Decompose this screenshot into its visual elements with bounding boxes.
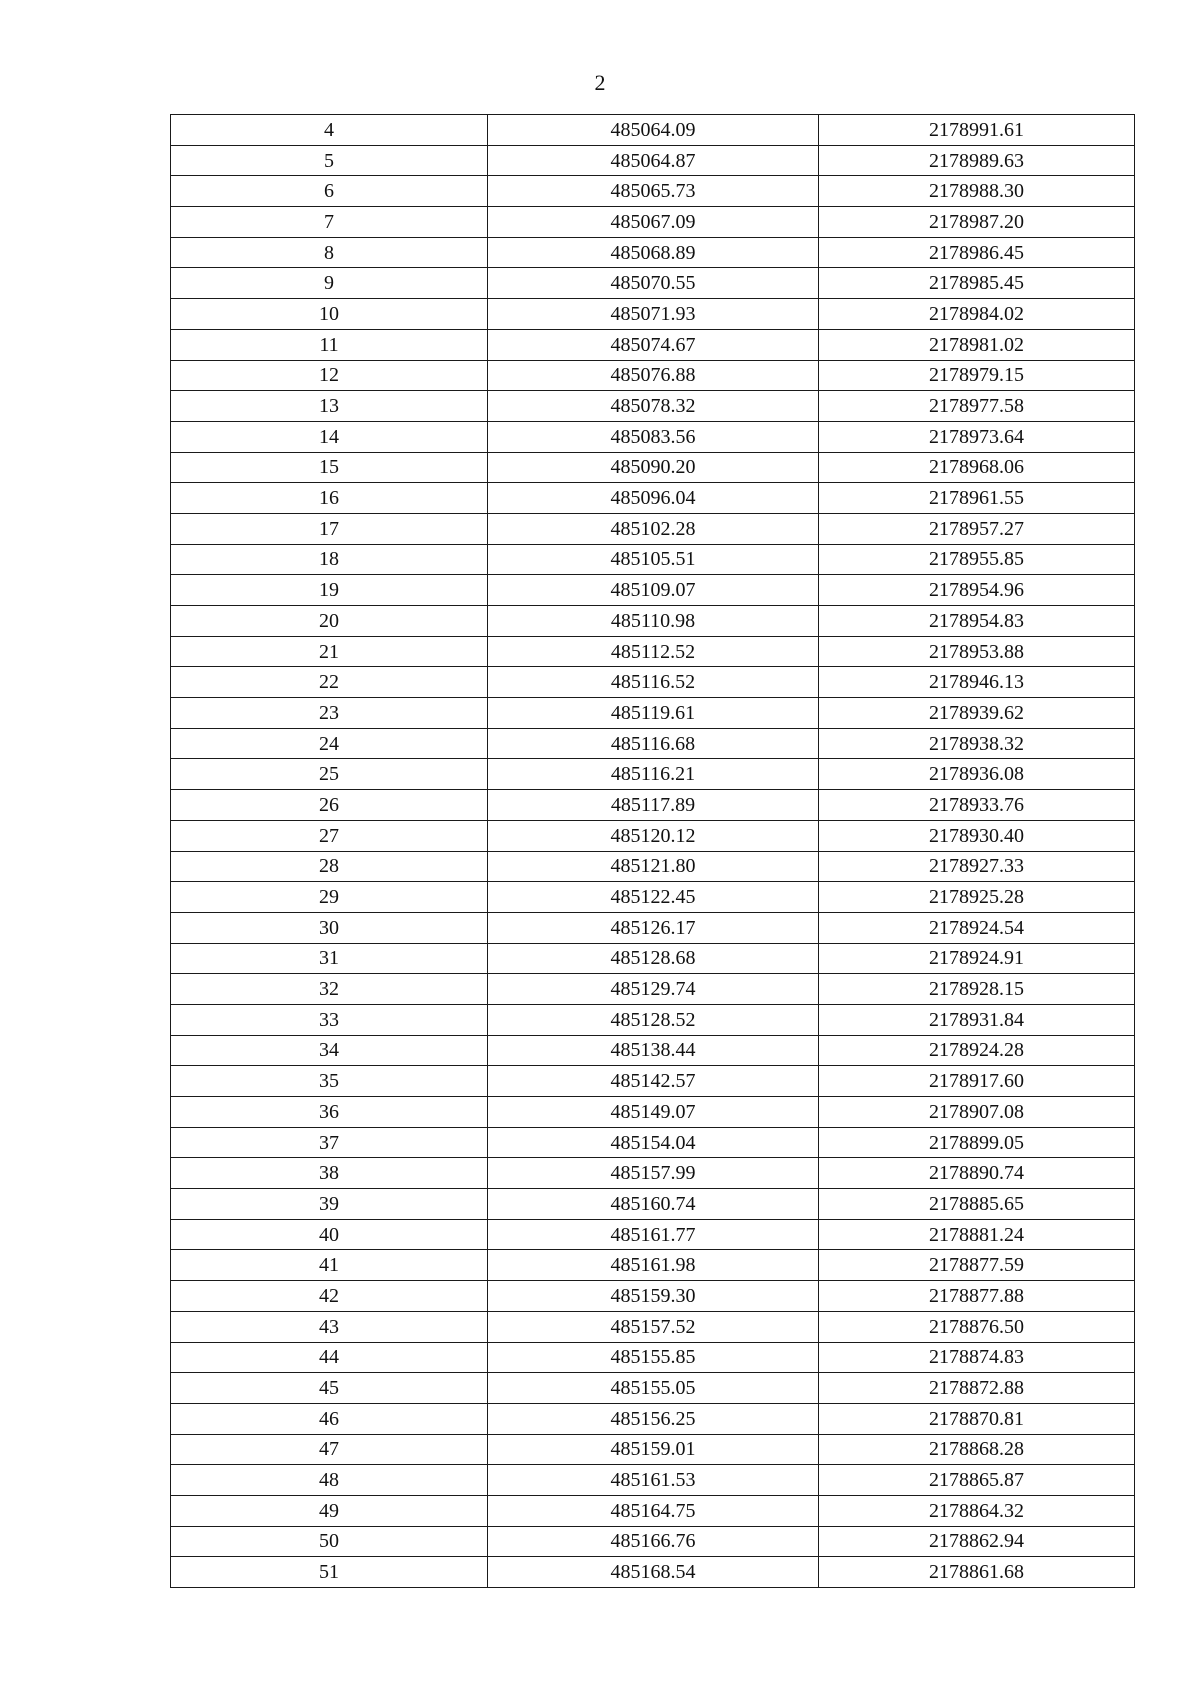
y-coordinate-cell: 2178988.30	[819, 176, 1135, 207]
table-row	[171, 912, 1135, 943]
y-coordinate-cell: 2178885.65	[819, 1189, 1135, 1220]
point-number-cell: 24	[171, 728, 488, 759]
x-coordinate-cell: 485149.07	[488, 1097, 819, 1128]
x-coordinate-cell: 485064.09	[488, 115, 819, 146]
y-coordinate-cell: 2178899.05	[819, 1127, 1135, 1158]
x-coordinate-cell: 485142.57	[488, 1066, 819, 1097]
y-coordinate-cell: 2178981.02	[819, 329, 1135, 360]
x-coordinate-cell: 485109.07	[488, 575, 819, 606]
x-coordinate-cell: 485116.52	[488, 667, 819, 698]
y-coordinate-cell: 2178954.96	[819, 575, 1135, 606]
x-coordinate-cell: 485083.56	[488, 421, 819, 452]
table-row	[171, 1557, 1135, 1588]
point-number-cell: 11	[171, 329, 488, 360]
point-number-cell: 12	[171, 360, 488, 391]
y-coordinate-cell: 2178924.54	[819, 912, 1135, 943]
x-coordinate-cell: 485156.25	[488, 1403, 819, 1434]
point-number-cell: 36	[171, 1097, 488, 1128]
coordinates-table	[170, 114, 1135, 1588]
table-row	[171, 360, 1135, 391]
point-number-cell: 22	[171, 667, 488, 698]
table-row	[171, 1250, 1135, 1281]
point-number-cell: 31	[171, 943, 488, 974]
point-number-cell: 33	[171, 1004, 488, 1035]
point-number-cell: 14	[171, 421, 488, 452]
x-coordinate-cell: 485096.04	[488, 483, 819, 514]
y-coordinate-cell: 2178924.28	[819, 1035, 1135, 1066]
y-coordinate-cell: 2178877.59	[819, 1250, 1135, 1281]
table-row	[171, 1281, 1135, 1312]
table-row	[171, 207, 1135, 238]
y-coordinate-cell: 2178862.94	[819, 1526, 1135, 1557]
y-coordinate-cell: 2178870.81	[819, 1403, 1135, 1434]
table-row	[171, 329, 1135, 360]
point-number-cell: 27	[171, 820, 488, 851]
table-row	[171, 268, 1135, 299]
y-coordinate-cell: 2178917.60	[819, 1066, 1135, 1097]
point-number-cell: 19	[171, 575, 488, 606]
table-row	[171, 421, 1135, 452]
point-number-cell: 8	[171, 237, 488, 268]
y-coordinate-cell: 2178946.13	[819, 667, 1135, 698]
y-coordinate-cell: 2178907.08	[819, 1097, 1135, 1128]
point-number-cell: 34	[171, 1035, 488, 1066]
y-coordinate-cell: 2178931.84	[819, 1004, 1135, 1035]
y-coordinate-cell: 2178989.63	[819, 145, 1135, 176]
y-coordinate-cell: 2178865.87	[819, 1465, 1135, 1496]
point-number-cell: 48	[171, 1465, 488, 1496]
point-number-cell: 35	[171, 1066, 488, 1097]
x-coordinate-cell: 485102.28	[488, 513, 819, 544]
table-row	[171, 851, 1135, 882]
y-coordinate-cell: 2178868.28	[819, 1434, 1135, 1465]
y-coordinate-cell: 2178984.02	[819, 299, 1135, 330]
point-number-cell: 44	[171, 1342, 488, 1373]
point-number-cell: 9	[171, 268, 488, 299]
table-row	[171, 1342, 1135, 1373]
x-coordinate-cell: 485129.74	[488, 974, 819, 1005]
y-coordinate-cell: 2178881.24	[819, 1219, 1135, 1250]
point-number-cell: 45	[171, 1373, 488, 1404]
x-coordinate-cell: 485128.68	[488, 943, 819, 974]
table-row	[171, 820, 1135, 851]
y-coordinate-cell: 2178924.91	[819, 943, 1135, 974]
table-row	[171, 1373, 1135, 1404]
table-row	[171, 176, 1135, 207]
table-row	[171, 1066, 1135, 1097]
point-number-cell: 20	[171, 606, 488, 637]
x-coordinate-cell: 485166.76	[488, 1526, 819, 1557]
point-number-cell: 15	[171, 452, 488, 483]
point-number-cell: 26	[171, 790, 488, 821]
x-coordinate-cell: 485078.32	[488, 391, 819, 422]
point-number-cell: 40	[171, 1219, 488, 1250]
point-number-cell: 37	[171, 1127, 488, 1158]
x-coordinate-cell: 485110.98	[488, 606, 819, 637]
point-number-cell: 6	[171, 176, 488, 207]
table-row	[171, 882, 1135, 913]
y-coordinate-cell: 2178933.76	[819, 790, 1135, 821]
table-row	[171, 1403, 1135, 1434]
point-number-cell: 28	[171, 851, 488, 882]
table-row	[171, 1495, 1135, 1526]
point-number-cell: 51	[171, 1557, 488, 1588]
y-coordinate-cell: 2178954.83	[819, 606, 1135, 637]
y-coordinate-cell: 2178927.33	[819, 851, 1135, 882]
x-coordinate-cell: 485070.55	[488, 268, 819, 299]
x-coordinate-cell: 485160.74	[488, 1189, 819, 1220]
x-coordinate-cell: 485065.73	[488, 176, 819, 207]
x-coordinate-cell: 485161.98	[488, 1250, 819, 1281]
x-coordinate-cell: 485071.93	[488, 299, 819, 330]
page-number: 2	[594, 70, 606, 95]
x-coordinate-cell: 485157.99	[488, 1158, 819, 1189]
x-coordinate-cell: 485074.67	[488, 329, 819, 360]
x-coordinate-cell: 485155.85	[488, 1342, 819, 1373]
table-row	[171, 759, 1135, 790]
table-row	[171, 606, 1135, 637]
x-coordinate-cell: 485112.52	[488, 636, 819, 667]
table-row	[171, 943, 1135, 974]
table-row	[171, 1311, 1135, 1342]
x-coordinate-cell: 485164.75	[488, 1495, 819, 1526]
x-coordinate-cell: 485076.88	[488, 360, 819, 391]
table-row	[171, 237, 1135, 268]
point-number-cell: 42	[171, 1281, 488, 1312]
point-number-cell: 25	[171, 759, 488, 790]
point-number-cell: 16	[171, 483, 488, 514]
table-row	[171, 1189, 1135, 1220]
x-coordinate-cell: 485068.89	[488, 237, 819, 268]
table-row	[171, 1127, 1135, 1158]
y-coordinate-cell: 2178957.27	[819, 513, 1135, 544]
y-coordinate-cell: 2178987.20	[819, 207, 1135, 238]
table-row	[171, 575, 1135, 606]
table-row	[171, 1035, 1135, 1066]
table-row	[171, 790, 1135, 821]
x-coordinate-cell: 485122.45	[488, 882, 819, 913]
table-row	[171, 1097, 1135, 1128]
point-number-cell: 10	[171, 299, 488, 330]
point-number-cell: 4	[171, 115, 488, 146]
x-coordinate-cell: 485138.44	[488, 1035, 819, 1066]
y-coordinate-cell: 2178979.15	[819, 360, 1135, 391]
point-number-cell: 21	[171, 636, 488, 667]
table-row	[171, 728, 1135, 759]
table-row	[171, 483, 1135, 514]
y-coordinate-cell: 2178953.88	[819, 636, 1135, 667]
x-coordinate-cell: 485126.17	[488, 912, 819, 943]
y-coordinate-cell: 2178991.61	[819, 115, 1135, 146]
table-row	[171, 667, 1135, 698]
table-row	[171, 1526, 1135, 1557]
x-coordinate-cell: 485117.89	[488, 790, 819, 821]
y-coordinate-cell: 2178861.68	[819, 1557, 1135, 1588]
x-coordinate-cell: 485128.52	[488, 1004, 819, 1035]
y-coordinate-cell: 2178872.88	[819, 1373, 1135, 1404]
x-coordinate-cell: 485155.05	[488, 1373, 819, 1404]
point-number-cell: 17	[171, 513, 488, 544]
x-coordinate-cell: 485105.51	[488, 544, 819, 575]
x-coordinate-cell: 485159.01	[488, 1434, 819, 1465]
point-number-cell: 30	[171, 912, 488, 943]
table-row	[171, 115, 1135, 146]
point-number-cell: 7	[171, 207, 488, 238]
y-coordinate-cell: 2178973.64	[819, 421, 1135, 452]
y-coordinate-cell: 2178930.40	[819, 820, 1135, 851]
x-coordinate-cell: 485116.68	[488, 728, 819, 759]
x-coordinate-cell: 485090.20	[488, 452, 819, 483]
point-number-cell: 18	[171, 544, 488, 575]
table-row	[171, 1434, 1135, 1465]
y-coordinate-cell: 2178876.50	[819, 1311, 1135, 1342]
y-coordinate-cell: 2178928.15	[819, 974, 1135, 1005]
y-coordinate-cell: 2178890.74	[819, 1158, 1135, 1189]
y-coordinate-cell: 2178864.32	[819, 1495, 1135, 1526]
y-coordinate-cell: 2178938.32	[819, 728, 1135, 759]
table-row	[171, 1158, 1135, 1189]
x-coordinate-cell: 485119.61	[488, 698, 819, 729]
y-coordinate-cell: 2178986.45	[819, 237, 1135, 268]
y-coordinate-cell: 2178977.58	[819, 391, 1135, 422]
point-number-cell: 41	[171, 1250, 488, 1281]
x-coordinate-cell: 485154.04	[488, 1127, 819, 1158]
table-row	[171, 636, 1135, 667]
table-row	[171, 1004, 1135, 1035]
point-number-cell: 50	[171, 1526, 488, 1557]
point-number-cell: 39	[171, 1189, 488, 1220]
x-coordinate-cell: 485159.30	[488, 1281, 819, 1312]
x-coordinate-cell: 485161.53	[488, 1465, 819, 1496]
x-coordinate-cell: 485121.80	[488, 851, 819, 882]
y-coordinate-cell: 2178874.83	[819, 1342, 1135, 1373]
y-coordinate-cell: 2178955.85	[819, 544, 1135, 575]
point-number-cell: 29	[171, 882, 488, 913]
y-coordinate-cell: 2178936.08	[819, 759, 1135, 790]
table-row	[171, 391, 1135, 422]
x-coordinate-cell: 485116.21	[488, 759, 819, 790]
y-coordinate-cell: 2178925.28	[819, 882, 1135, 913]
point-number-cell: 49	[171, 1495, 488, 1526]
table-row	[171, 544, 1135, 575]
y-coordinate-cell: 2178961.55	[819, 483, 1135, 514]
coordinates-table-body	[171, 115, 1135, 1588]
table-row	[171, 452, 1135, 483]
point-number-cell: 13	[171, 391, 488, 422]
x-coordinate-cell: 485064.87	[488, 145, 819, 176]
x-coordinate-cell: 485157.52	[488, 1311, 819, 1342]
point-number-cell: 46	[171, 1403, 488, 1434]
point-number-cell: 38	[171, 1158, 488, 1189]
x-coordinate-cell: 485120.12	[488, 820, 819, 851]
x-coordinate-cell: 485161.77	[488, 1219, 819, 1250]
y-coordinate-cell: 2178968.06	[819, 452, 1135, 483]
point-number-cell: 5	[171, 145, 488, 176]
point-number-cell: 23	[171, 698, 488, 729]
y-coordinate-cell: 2178939.62	[819, 698, 1135, 729]
table-row	[171, 974, 1135, 1005]
table-row	[171, 145, 1135, 176]
x-coordinate-cell: 485168.54	[488, 1557, 819, 1588]
table-row	[171, 299, 1135, 330]
y-coordinate-cell: 2178877.88	[819, 1281, 1135, 1312]
point-number-cell: 32	[171, 974, 488, 1005]
x-coordinate-cell: 485067.09	[488, 207, 819, 238]
table-row	[171, 698, 1135, 729]
point-number-cell: 47	[171, 1434, 488, 1465]
y-coordinate-cell: 2178985.45	[819, 268, 1135, 299]
point-number-cell: 43	[171, 1311, 488, 1342]
table-row	[171, 1219, 1135, 1250]
table-row	[171, 513, 1135, 544]
table-row	[171, 1465, 1135, 1496]
